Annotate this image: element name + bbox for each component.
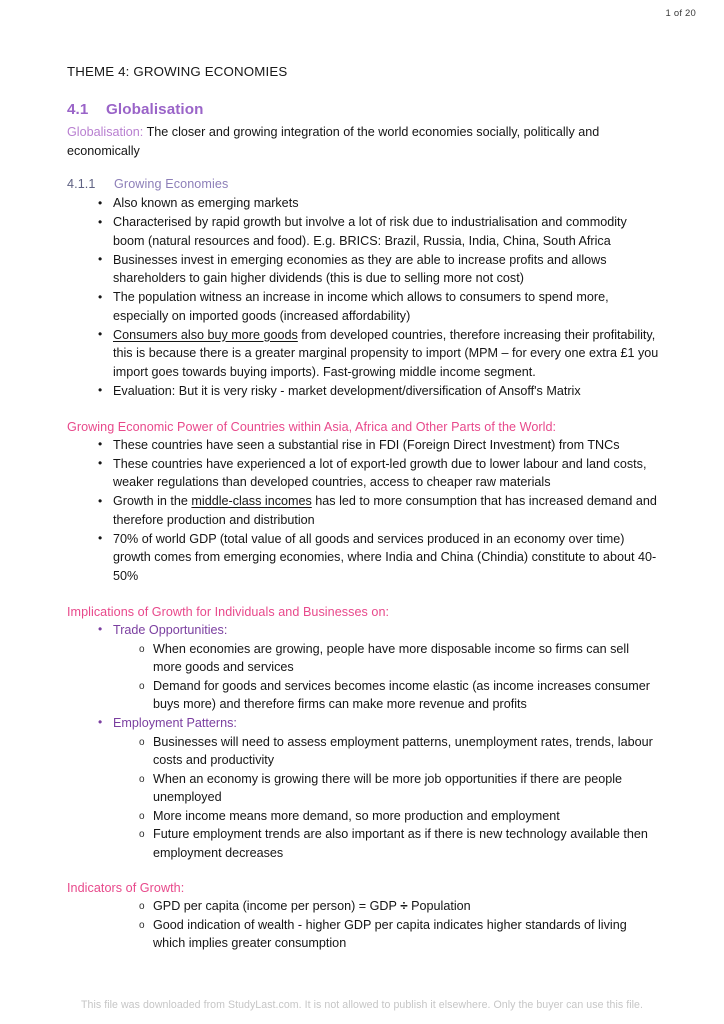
list-item-gdp-per-capita bbox=[67, 897, 659, 916]
list-item-middle-class-before: Growth in the bbox=[113, 494, 192, 508]
list-item: • These countries have experienced a lot of export-led growth due to lower labour and land costs, weaker regulations than developed countries, access to cheaper raw materials bbox=[67, 455, 659, 492]
underlined-phrase-consumers: Consumers also buy more goods bbox=[113, 327, 298, 342]
spacer bbox=[67, 162, 659, 177]
gdp-formula-pre: GPD per capita (income per person) = GDP bbox=[153, 899, 401, 913]
list-item: • Businesses invest in emerging economies as they are able to increase profits and allows shareholders to gain higher dividends (this is due to selling more not cost) bbox=[67, 251, 659, 288]
spacer bbox=[67, 401, 659, 420]
indicators-list bbox=[67, 897, 659, 953]
footer-notice: This file was downloaded from StudyLast.com. It is not allowed to publish it elsewhere. Only the buyer can use this file. bbox=[81, 999, 643, 1011]
list-item-employment-patterns: • Employment Patterns: bbox=[67, 714, 659, 733]
heading-4-1-number: 4.1 bbox=[67, 101, 89, 118]
list-item: o When economies are growing, people have more disposable income so firms can sell more goods and services bbox=[67, 640, 659, 677]
trade-opportunities-sublist bbox=[67, 640, 659, 714]
heading-4-1-title: Globalisation bbox=[106, 101, 204, 118]
page-number-indicator: 1 of 20 bbox=[665, 8, 696, 19]
list-item: o Businesses will need to assess employment patterns, unemployment rates, trends, labour costs and productivity bbox=[67, 733, 659, 770]
spacer bbox=[67, 862, 659, 881]
list-item: • The population witness an increase in income which allows to consumers to spend more, especially on imported goods (increased affordability) bbox=[67, 288, 659, 325]
implications-list bbox=[67, 621, 659, 640]
globalisation-definition-term: Globalisation: bbox=[67, 125, 144, 139]
list-item: o More income means more demand, so more production and employment bbox=[67, 807, 659, 826]
list-item-middle-class bbox=[67, 492, 659, 529]
heading-4-1-1-number: 4.1.1 bbox=[67, 177, 96, 191]
gdp-formula-post: Population bbox=[407, 899, 471, 913]
list-item: o Demand for goods and services becomes income elastic (as income increases consumer buys more) and therefore firms can make more revenue and profits bbox=[67, 677, 659, 714]
list-item: • Also known as emerging markets bbox=[67, 194, 659, 213]
growing-economies-list bbox=[67, 194, 659, 400]
employment-patterns-sublist bbox=[67, 733, 659, 863]
list-item-consumers-rest: from developed countries, therefore increasing their profitability, this is because there is a greater marginal propensity to import (MPM – for every one extra £1 you import goes towards buying imports). Fast-growing middle income segment. bbox=[113, 327, 659, 379]
theme-title: THEME 4: GROWING ECONOMIES bbox=[67, 64, 288, 79]
heading-4-1-1 bbox=[67, 177, 659, 191]
underlined-phrase-middle-class: middle-class incomes bbox=[191, 494, 312, 508]
list-item: o When an economy is growing there will be more job opportunities if there are people unemployed bbox=[67, 770, 659, 807]
list-item: • Evaluation: But it is very risky - market development/diversification of Ansoff's Matrix bbox=[67, 382, 659, 401]
heading-4-1-1-title: Growing Economies bbox=[114, 177, 229, 191]
globalisation-definition-body: The closer and growing integration of the world economies socially, politically and economically bbox=[67, 125, 600, 158]
list-item: • Characterised by rapid growth but involve a lot of risk due to industrialisation and commodity boom (natural resources and food). E.g. BRICS: Brazil, Russia, India, China, South Africa bbox=[67, 213, 659, 250]
implications-list-2 bbox=[67, 714, 659, 733]
heading-4-1 bbox=[67, 101, 659, 118]
list-item: o Good indication of wealth - higher GDP per capita indicates higher standards of living which implies greater consumption bbox=[67, 916, 659, 953]
globalisation-definition bbox=[67, 123, 659, 160]
document-content bbox=[67, 64, 659, 953]
spacer bbox=[67, 586, 659, 605]
heading-implications: Implications of Growth for Individuals and Businesses on: bbox=[67, 604, 390, 619]
division-icon: ÷ bbox=[400, 898, 408, 913]
list-item-consumers bbox=[67, 326, 659, 382]
list-item: • These countries have seen a substantial rise in FDI (Foreign Direct Investment) from TNCs bbox=[67, 436, 659, 455]
list-item: o Future employment trends are also important as if there is new technology available then employment decreases bbox=[67, 825, 659, 862]
list-item: • 70% of world GDP (total value of all goods and services produced in an economy over time) growth comes from emerging economies, where India and China (Chindia) constitute to about 40-50% bbox=[67, 530, 659, 586]
list-item-middle-class-after: has led to more consumption that has increased demand and therefore production and distribution bbox=[113, 494, 657, 527]
heading-indicators-of-growth: Indicators of Growth: bbox=[67, 881, 185, 895]
growing-economic-power-list bbox=[67, 436, 659, 586]
heading-growing-economic-power: Growing Economic Power of Countries within Asia, Africa and Other Parts of the World: bbox=[67, 419, 557, 434]
list-item-trade-opportunities: • Trade Opportunities: bbox=[67, 621, 659, 640]
